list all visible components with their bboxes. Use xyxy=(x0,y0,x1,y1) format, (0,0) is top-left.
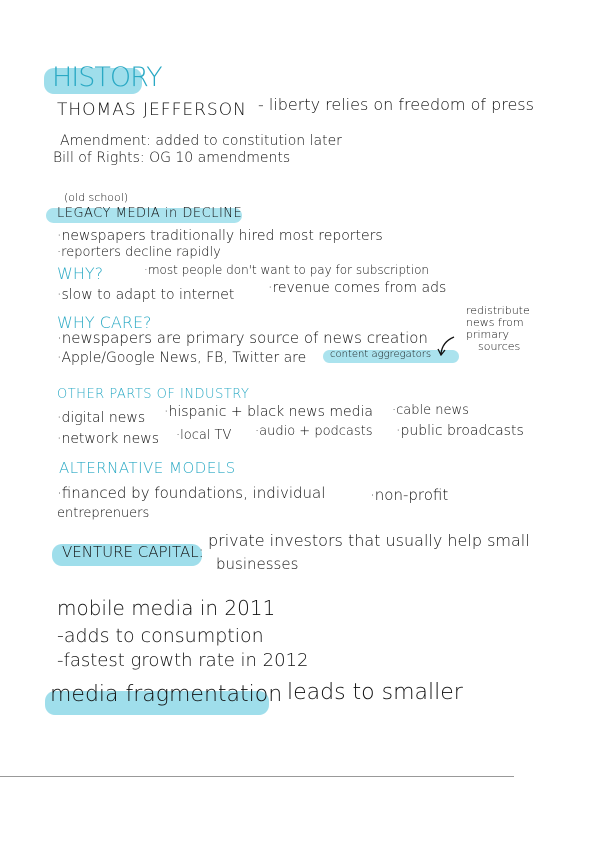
jefferson-quote: - liberty relies on freedom of press xyxy=(258,95,534,114)
page-title: HISTORY xyxy=(52,62,162,93)
alt-model-financed-cont: entreprenuers xyxy=(57,506,150,521)
other-parts-heading: OTHER PARTS OF INDUSTRY xyxy=(57,387,250,402)
industry-cable-news: ·cable news xyxy=(392,403,469,418)
industry-public-broadcasts: ·public broadcasts xyxy=(396,423,524,439)
side-note-line-2: news from xyxy=(466,316,524,329)
legacy-bullet-2: ·reporters decline rapidly xyxy=(57,245,221,260)
venture-capital-definition: private investors that usually help small xyxy=(208,531,530,550)
alternative-models-heading: ALTERNATIVE MODELS xyxy=(59,459,236,477)
industry-digital-news: ·digital news xyxy=(57,410,146,426)
legacy-heading: LEGACY MEDIA in DECLINE xyxy=(57,206,243,221)
fragmentation-description: leads to smaller xyxy=(287,680,463,705)
venture-capital-label: VENTURE CAPITAL: xyxy=(62,543,204,561)
why-reason-ads: ·revenue comes from ads xyxy=(268,280,447,296)
media-fragmentation-term: media fragmentation xyxy=(50,682,283,707)
legacy-bullet-1: ·newspapers traditionally hired most reporters xyxy=(57,228,383,244)
content-aggregators-term: content aggregators xyxy=(330,349,432,360)
mobile-media-point-2: -fastest growth rate in 2012 xyxy=(57,650,309,671)
jefferson-name: THOMAS JEFFERSON xyxy=(57,100,247,120)
industry-hispanic-black-media: ·hispanic + black news media xyxy=(164,404,373,420)
why-reason-internet: ·slow to adapt to internet xyxy=(57,287,235,303)
industry-network-news: ·network news xyxy=(57,431,159,447)
bill-of-rights-note: Bill of Rights: OG 10 amendments xyxy=(53,150,291,166)
industry-audio-podcasts: ·audio + podcasts xyxy=(255,424,373,439)
side-note-line-1: redistribute xyxy=(466,304,530,317)
alt-model-non-profit: ·non-profit xyxy=(370,486,449,504)
curved-arrow-icon xyxy=(437,334,457,356)
venture-capital-definition-cont: businesses xyxy=(216,555,299,573)
why-heading: WHY? xyxy=(57,264,104,283)
why-care-heading: WHY CARE? xyxy=(57,313,152,332)
side-note-line-3: primary xyxy=(466,328,510,341)
why-care-point-2: ·Apple/Google News, FB, Twitter are xyxy=(57,350,307,366)
side-note-line-4: sources xyxy=(478,340,521,353)
industry-local-tv: ·local TV xyxy=(176,428,232,443)
why-reason-subscription: ·most people don't want to pay for subscription xyxy=(144,263,430,277)
mobile-media-point-1: -adds to consumption xyxy=(57,625,264,647)
mobile-media-heading: mobile media in 2011 xyxy=(57,596,276,620)
page-divider xyxy=(0,776,514,777)
why-care-point-1: ·newspapers are primary source of news creation xyxy=(57,329,428,347)
old-school-label: (old school) xyxy=(64,191,129,204)
alt-model-financed: ·financed by foundations, individual xyxy=(57,484,326,502)
amendment-note: Amendment: added to constitution later xyxy=(60,133,342,149)
